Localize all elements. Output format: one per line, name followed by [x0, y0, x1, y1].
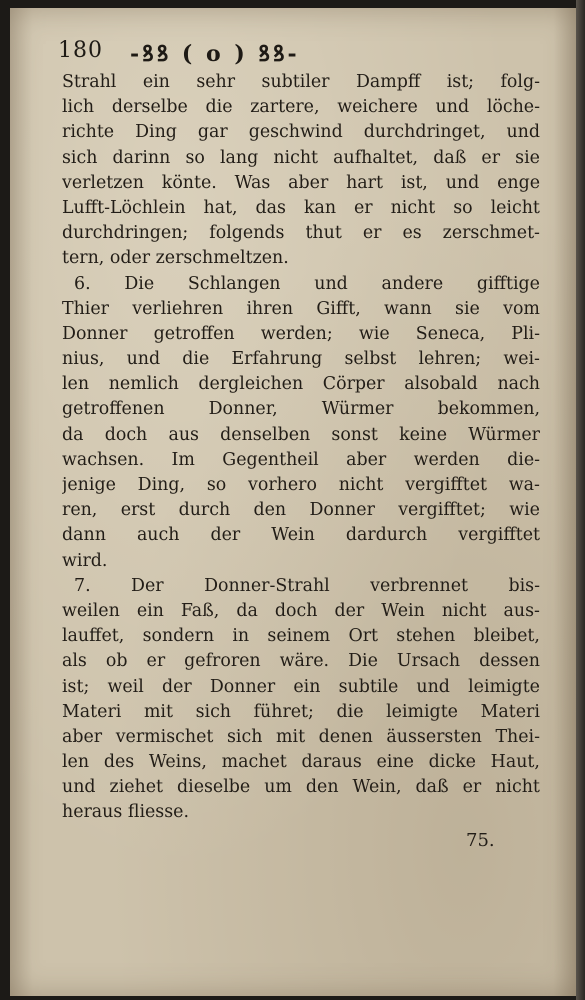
word: gar — [197, 122, 228, 143]
word: ist, — [400, 172, 428, 193]
word: Ding, — [137, 475, 186, 495]
word: Strahl — [62, 72, 117, 92]
word: gifftige — [476, 273, 540, 294]
word: hat, — [203, 197, 238, 218]
word: Faß, — [180, 600, 220, 621]
word: Donner — [309, 500, 375, 521]
text-line — [62, 95, 540, 120]
word: Materi — [62, 701, 122, 722]
text-line — [62, 523, 540, 548]
word: Cörper — [322, 374, 385, 395]
word: eine — [376, 752, 414, 773]
word: es — [402, 223, 422, 244]
text-line — [62, 423, 540, 448]
word: der — [334, 600, 365, 621]
word: nius, — [62, 349, 105, 370]
text-line — [62, 473, 540, 498]
word: und — [314, 273, 348, 294]
word: erst — [120, 500, 156, 521]
word: so — [206, 475, 227, 495]
paragraph-start-line — [62, 272, 540, 297]
word: als — [62, 651, 87, 672]
word: aus- — [503, 600, 540, 621]
word: Die — [124, 273, 155, 294]
word: Im — [171, 449, 195, 470]
word: nicht — [338, 475, 384, 495]
word: er — [362, 223, 382, 244]
word: Schlangen — [187, 273, 281, 294]
word: vergifftet — [458, 525, 540, 546]
text-line — [62, 725, 540, 750]
word: leicht — [490, 197, 540, 218]
word: er — [354, 197, 373, 218]
word: der — [161, 676, 192, 697]
word: sie — [515, 147, 540, 168]
word: die- — [507, 449, 540, 470]
word: wie — [358, 323, 390, 344]
word: sich — [195, 701, 232, 722]
book-edge — [576, 0, 585, 1000]
word: Thei- — [495, 726, 540, 747]
word: löche- — [486, 97, 540, 118]
word: ein — [293, 676, 321, 697]
word: ist; — [62, 676, 90, 697]
word: bleibet, — [473, 626, 540, 647]
catchword: 75. — [466, 830, 495, 851]
word: Pli- — [511, 323, 540, 344]
word: zerschmeltzen. — [155, 248, 289, 269]
word: daraus — [301, 752, 362, 773]
word: aber — [346, 449, 387, 470]
word: nicht — [390, 197, 436, 218]
word: lauffet, — [62, 626, 125, 647]
word: da — [236, 600, 258, 621]
word: nicht — [495, 777, 540, 798]
page-number: 180 — [58, 38, 103, 63]
word: wird. — [62, 550, 108, 571]
text-line — [62, 146, 540, 171]
word: wachsen. — [62, 449, 145, 470]
word: ob — [105, 651, 128, 672]
word: sie — [455, 298, 480, 319]
word: subtiler — [261, 72, 330, 92]
word: keine — [399, 424, 448, 445]
word: und — [416, 676, 450, 697]
word: Würmer — [321, 399, 394, 420]
word: Wein — [271, 525, 315, 546]
text-line — [62, 800, 540, 825]
word: nicht — [441, 600, 487, 621]
text-line — [62, 297, 540, 322]
word: alsobald — [404, 374, 478, 395]
word: den — [305, 777, 339, 798]
word: Ort — [348, 626, 378, 647]
word: Donner-Strahl — [204, 575, 330, 596]
word: die — [182, 349, 210, 370]
word: ein — [136, 600, 164, 621]
word: werden — [413, 449, 480, 470]
word: dann — [62, 525, 106, 546]
word: lehren; — [418, 349, 482, 370]
text-line — [62, 624, 540, 649]
word: sehr — [196, 72, 236, 92]
word: und — [445, 172, 480, 193]
word: wa- — [508, 475, 540, 495]
word: verbrennet — [370, 575, 469, 596]
word: denselben — [220, 424, 311, 445]
word: sich — [62, 147, 98, 168]
word: da — [62, 424, 84, 445]
text-line — [62, 775, 540, 800]
word: Donner, — [208, 399, 278, 420]
text-line — [62, 322, 540, 347]
word: vom — [503, 298, 540, 319]
word: nach — [497, 374, 540, 395]
word: wäre. — [279, 651, 330, 672]
word: subtile — [338, 676, 399, 697]
word: darinn — [112, 147, 171, 168]
word: könte. — [161, 172, 217, 193]
word: daß — [433, 147, 467, 168]
word: mit — [276, 726, 306, 747]
word: bis- — [508, 575, 540, 596]
word: enge — [497, 172, 540, 193]
word: denen — [318, 726, 373, 747]
word: machet — [221, 752, 287, 773]
word: nicht — [273, 147, 319, 168]
word: wie — [509, 500, 540, 521]
word: richte — [62, 122, 115, 143]
text-line — [62, 120, 540, 145]
word: dardurch — [345, 525, 428, 546]
word: verliehren — [132, 298, 224, 319]
word: jenige — [62, 475, 116, 495]
text-line — [62, 700, 540, 725]
word: durch — [178, 500, 231, 521]
word: weilen — [62, 600, 120, 621]
word: die — [336, 701, 364, 722]
word: kan — [303, 197, 337, 218]
word: den — [253, 500, 287, 521]
text-line — [62, 347, 540, 372]
word: selbst — [344, 349, 397, 370]
word: stehen — [396, 626, 456, 647]
word: lich — [62, 97, 95, 118]
word: wann — [384, 298, 432, 319]
text-line — [62, 448, 540, 473]
word: thut — [305, 223, 342, 244]
word: leimigte — [386, 701, 458, 722]
word: tern, — [62, 248, 105, 269]
word: Dampff — [355, 72, 421, 92]
word: nemlich — [108, 374, 179, 395]
text-line — [62, 171, 540, 196]
word: Ursach — [396, 651, 461, 672]
word: dieselbe — [177, 777, 251, 798]
word: in — [232, 626, 250, 647]
word: vorhero — [248, 475, 317, 495]
text-line — [62, 372, 540, 397]
word: so — [453, 197, 473, 218]
word: verletzen — [62, 172, 144, 193]
word: und — [506, 122, 540, 143]
word: folg- — [500, 72, 540, 92]
word: er — [146, 651, 166, 672]
word: um — [264, 777, 292, 798]
word: durchdringen; — [62, 223, 189, 244]
word: getroffenen — [62, 399, 165, 420]
word: der — [210, 525, 241, 546]
text-line — [62, 675, 540, 700]
word: seinem — [267, 626, 331, 647]
word: führet; — [253, 701, 314, 722]
word: 6. — [74, 273, 91, 294]
word: Erfahrung — [231, 349, 323, 370]
word: er — [481, 147, 501, 168]
word: durchdringet, — [363, 122, 486, 143]
word: fliesse. — [127, 802, 189, 823]
text-line — [62, 599, 540, 624]
word: aber — [62, 726, 103, 747]
word: Wein — [381, 600, 425, 621]
word: bekommen, — [437, 399, 540, 420]
word: und — [126, 349, 161, 370]
word: äussersten — [386, 726, 482, 747]
word: getroffen — [153, 323, 235, 344]
word: die — [205, 97, 233, 118]
word: Gegentheil — [222, 449, 319, 470]
word: dergleichen — [198, 374, 304, 395]
word: Donner — [62, 323, 128, 344]
word: Donner — [209, 676, 276, 697]
word: werden; — [260, 323, 333, 344]
word: folgends — [209, 223, 285, 244]
word: oder — [109, 248, 151, 269]
word: leimigte — [468, 676, 540, 697]
word: vergifftet; — [398, 500, 486, 521]
word: heraus — [62, 802, 123, 823]
word: und — [435, 97, 470, 118]
word: aber — [288, 172, 329, 193]
word: geschwind — [248, 122, 343, 143]
word: hart — [346, 172, 383, 193]
word: sonst — [331, 424, 378, 445]
word: so — [185, 147, 205, 168]
word: ist; — [446, 72, 475, 92]
text-line — [62, 70, 540, 95]
word: Was — [234, 172, 271, 193]
text-line — [62, 246, 540, 271]
word: derselbe — [111, 97, 188, 118]
word: zartere, — [250, 97, 320, 118]
page-header — [58, 36, 398, 70]
word: auch — [136, 525, 180, 546]
word: doch — [274, 600, 318, 621]
word: sich — [226, 726, 263, 747]
word: len — [62, 752, 90, 773]
word: vergifftet — [405, 475, 487, 495]
word: doch — [104, 424, 148, 445]
word: er — [462, 777, 482, 798]
word: Seneca, — [415, 323, 486, 344]
word: aufhaltet, — [333, 147, 419, 168]
word: ziehet — [109, 777, 164, 798]
header-ornament: -ꝸꝸ ( o ) ꝸꝸ- — [130, 41, 300, 67]
word: Weins, — [148, 752, 207, 773]
word: aus — [168, 424, 199, 445]
word: Der — [131, 575, 164, 596]
word: ein — [142, 72, 170, 92]
text-line — [62, 549, 540, 574]
word: weil — [107, 676, 144, 697]
text-line — [62, 221, 540, 246]
word: Würmer — [468, 424, 540, 445]
word: Ding — [135, 122, 177, 143]
word: wei- — [503, 349, 540, 370]
paragraph-start-line — [62, 574, 540, 599]
word: Thier — [62, 298, 109, 319]
word: des — [103, 752, 135, 773]
word: ihren — [246, 298, 294, 319]
word: dicke — [428, 752, 476, 773]
text-line — [62, 750, 540, 775]
word: weichere — [337, 97, 418, 118]
word: 7. — [74, 575, 91, 596]
text-line — [62, 196, 540, 221]
word: Gifft, — [316, 298, 361, 319]
word: mit — [143, 701, 173, 722]
word: und — [62, 777, 96, 798]
text-line — [62, 498, 540, 523]
word: das — [255, 197, 286, 218]
word: andere — [381, 273, 444, 294]
text-line — [62, 649, 540, 674]
word: zerschmet- — [442, 223, 540, 244]
word: sondern — [142, 626, 215, 647]
word: lang — [219, 147, 259, 168]
word: Die — [348, 651, 378, 672]
word: dessen — [479, 651, 540, 672]
body-text — [62, 70, 540, 826]
word: gefroren — [184, 651, 261, 672]
word: len — [62, 374, 90, 395]
text-line — [62, 397, 540, 422]
word: daß — [415, 777, 449, 798]
word: Wein, — [352, 777, 402, 798]
word: Haut, — [490, 752, 540, 773]
word: Lufft-Löchlein — [62, 197, 186, 218]
word: ren, — [62, 500, 98, 521]
word: vermischet — [115, 726, 214, 747]
word: Materi — [480, 701, 540, 722]
